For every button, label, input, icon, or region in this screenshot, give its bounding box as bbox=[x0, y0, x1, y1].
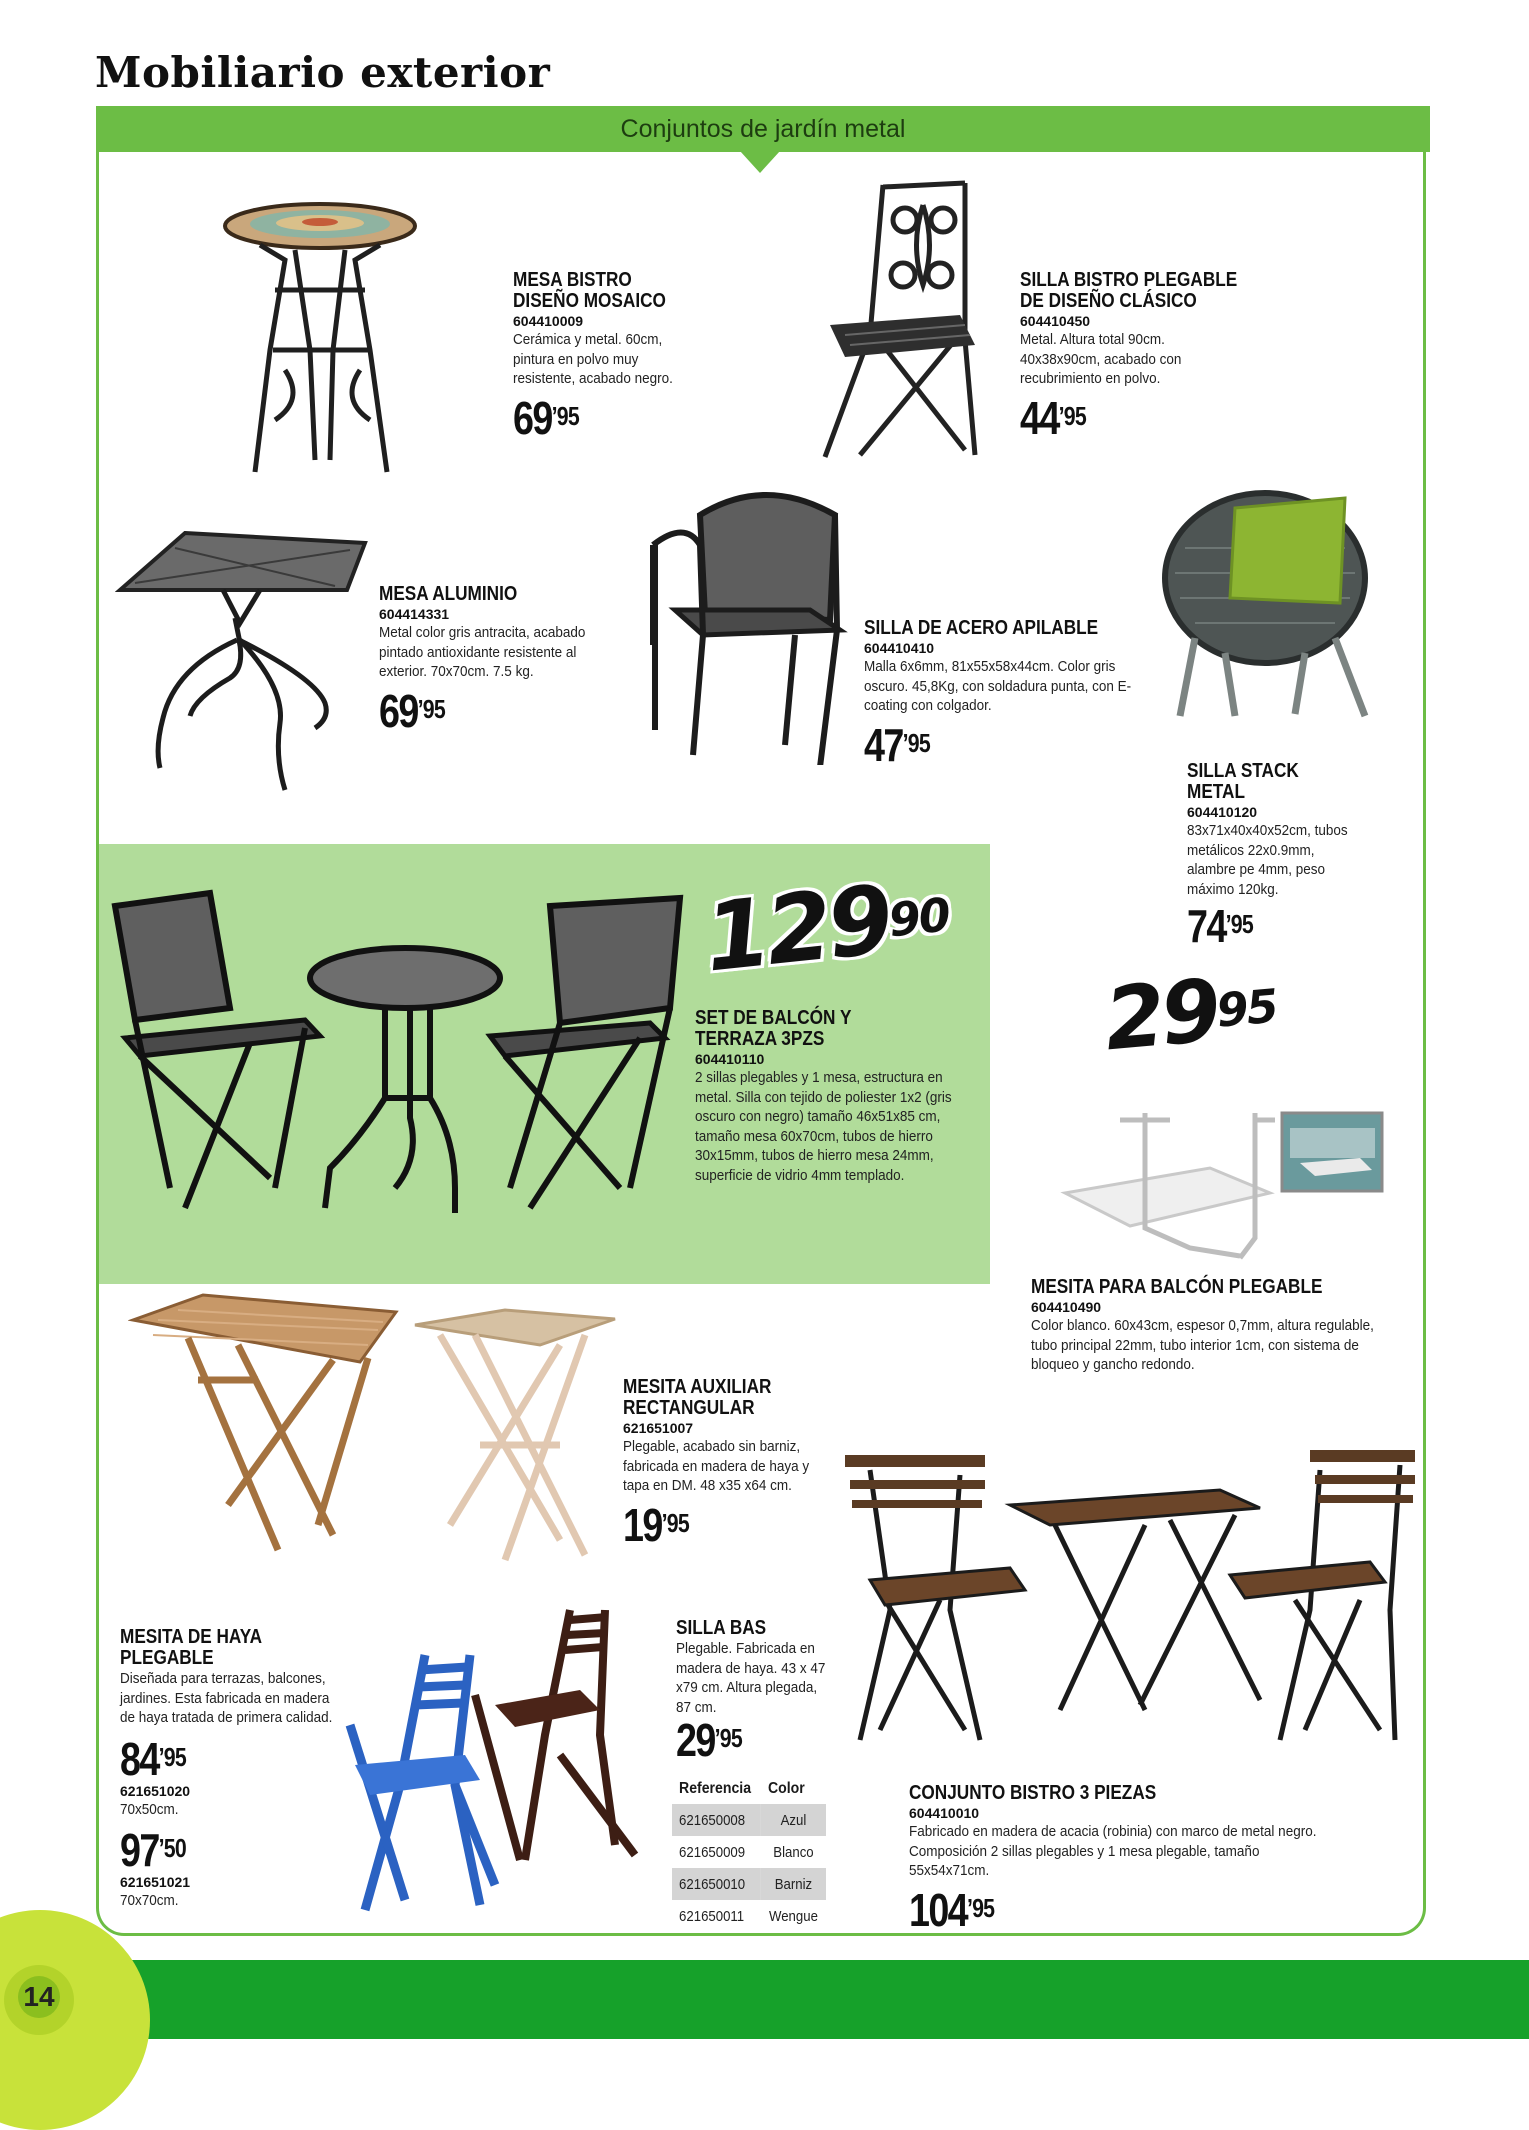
silla-bas-ref-table bbox=[672, 1774, 826, 1932]
product-name: SET DE BALCÓN Y TERRAZA 3PZS bbox=[695, 1007, 852, 1050]
product-price: $69^{’95}$ bbox=[513, 391, 579, 444]
product-code: 604410450 bbox=[1020, 313, 1091, 329]
product-size: 70x70cm. bbox=[120, 1892, 179, 1909]
product-description: 2 sillas plegables y 1 mesa, estructura en metal. Silla con tejido de poliester 1x2 (gris oscuro con negro) tamaño 46x51x85 cm, tamaño mesa 60x70cm, tubos de hierro 30x15mm, tubos de hierro mesa 24mm, superficie de vidrio 4mm templado. bbox=[695, 1069, 952, 1184]
product-name: MESITA DE HAYA PLEGABLE bbox=[120, 1626, 262, 1669]
product-description: Color blanco. 60x43cm, espesor 0,7mm, altura regulable, tubo principal 22mm, tubo interior 1cm, con sistema de bloqueo y gancho redondo. bbox=[1031, 1317, 1374, 1373]
product-code: 621651020 bbox=[120, 1782, 191, 1799]
featured-price: $29^{95}$ bbox=[1100, 960, 1279, 1071]
product-set-balcon bbox=[695, 1008, 985, 1185]
bistro-set-image bbox=[840, 1440, 1420, 1750]
table-row: 621650009 Blanco bbox=[679, 1843, 814, 1861]
product-conjunto-bistro bbox=[909, 1782, 1389, 1936]
product-code: 621651007 bbox=[623, 1420, 694, 1436]
classic-chair-image bbox=[815, 175, 990, 465]
product-description: Fabricado en madera de acacia (robinia) con marco de metal negro. Composición 2 sillas plegables y 1 mesa plegable, tamaño 55x54x71cm. bbox=[909, 1823, 1317, 1879]
table-row: 621650010 Barniz bbox=[672, 1868, 826, 1900]
product-price: $19^{’95}$ bbox=[623, 1498, 689, 1551]
product-name: CONJUNTO BISTRO 3 PIEZAS bbox=[909, 1782, 1157, 1804]
product-code: 604410410 bbox=[864, 640, 935, 656]
product-name: MESITA AUXILIAR RECTANGULAR bbox=[623, 1376, 772, 1419]
product-description: Malla 6x6mm, 81x55x58x44cm. Color gris oscuro. 45,8Kg, con soldadura punta, con E-coating con colgador. bbox=[864, 658, 1132, 714]
product-size: 70x50cm. bbox=[120, 1800, 179, 1818]
product-name: SILLA STACK METAL bbox=[1187, 760, 1299, 803]
product-mesita-balcon bbox=[1031, 1277, 1426, 1375]
aluminium-table-image bbox=[115, 528, 370, 796]
product-price: $97^{’50}$ bbox=[120, 1824, 186, 1876]
section-label: Conjuntos de jardín metal bbox=[620, 115, 906, 143]
product-silla-acero bbox=[864, 617, 1164, 771]
product-code: 604410490 bbox=[1031, 1299, 1102, 1315]
product-description: Plegable, acabado sin barniz, fabricada en madera de haya y tapa en DM. 48 x35 x64 cm. bbox=[623, 1438, 810, 1494]
product-description: Metal color gris antracita, acabado pintado antioxidante resistente al exterior. 70x70cm. 7.5 kg. bbox=[379, 624, 586, 680]
table-row: 621650011 Wengue bbox=[679, 1907, 818, 1925]
product-mesa-aluminio bbox=[379, 583, 619, 737]
product-description: Metal. Altura total 90cm. 40x38x90cm, acabado con recubrimiento en polvo. bbox=[1020, 331, 1182, 387]
featured-price: $129^{90}$ bbox=[699, 865, 952, 994]
product-mesita-auxiliar bbox=[623, 1376, 863, 1551]
product-price: $47^{’95}$ bbox=[864, 718, 930, 771]
product-name: MESITA PARA BALCÓN PLEGABLE bbox=[1031, 1276, 1323, 1298]
product-code: 604410120 bbox=[1187, 804, 1258, 820]
mosaic-table-image bbox=[215, 200, 425, 480]
product-mesita-haya bbox=[120, 1627, 360, 1911]
product-description: Cerámica y metal. 60cm, pintura en polvo muy resistente, acabado negro. bbox=[513, 331, 673, 387]
product-silla-bas bbox=[676, 1617, 846, 1766]
product-price: $104^{’95}$ bbox=[909, 1883, 995, 1936]
stackable-chair-image bbox=[645, 485, 850, 765]
product-price: $29^{’95}$ bbox=[676, 1714, 742, 1766]
product-code: 604414331 bbox=[379, 606, 450, 622]
product-description: Diseñada para terrazas, balcones, jardines. Esta fabricada en madera de haya tratada de primera calidad. bbox=[120, 1670, 333, 1726]
page-number: 14 bbox=[18, 1976, 60, 2018]
side-table-image bbox=[410, 1305, 620, 1563]
footer-bar bbox=[0, 1960, 1529, 2039]
product-code: 604410110 bbox=[695, 1051, 765, 1067]
product-code: 604410010 bbox=[909, 1805, 980, 1821]
product-name: SILLA DE ACERO APILABLE bbox=[864, 617, 1099, 639]
product-price: $74^{’95}$ bbox=[1187, 900, 1253, 952]
bas-chairs-image bbox=[345, 1605, 680, 1920]
product-silla-bistro bbox=[1020, 269, 1290, 444]
product-name: SILLA BAS bbox=[676, 1617, 767, 1639]
product-price: $84^{’95}$ bbox=[120, 1732, 186, 1785]
product-silla-stack bbox=[1187, 760, 1387, 952]
product-code: 621651021 bbox=[120, 1874, 191, 1890]
stack-metal-chair-image bbox=[1155, 488, 1395, 718]
product-description: Plegable. Fabricada en madera de haya. 43 x 47 x79 cm. Altura plegada, 87 cm. bbox=[676, 1640, 826, 1716]
product-price: $44^{’95}$ bbox=[1020, 391, 1086, 444]
balcony-set-image bbox=[110, 888, 685, 1228]
product-code: 604410009 bbox=[513, 313, 584, 329]
page-title: Mobiliario exterior bbox=[95, 48, 551, 97]
table-row: 621650008 Azul bbox=[672, 1804, 826, 1836]
product-description: 83x71x40x40x52cm, tubos metálicos 22x0.9mm, alambre pe 4mm, peso máximo 120kg. bbox=[1187, 822, 1348, 898]
product-name: MESA ALUMINIO bbox=[379, 583, 518, 605]
table-header: Referencia bbox=[679, 1780, 752, 1797]
product-mesa-bistro bbox=[513, 269, 713, 444]
balcony-table-image bbox=[1060, 1108, 1385, 1268]
product-name: MESA BISTRO DISEÑO MOSAICO bbox=[513, 269, 666, 312]
product-price: $69^{’95}$ bbox=[379, 684, 445, 737]
table-header: Color bbox=[767, 1780, 805, 1797]
beech-table-image bbox=[128, 1290, 403, 1555]
product-name: SILLA BISTRO PLEGABLE DE DISEÑO CLÁSICO bbox=[1020, 269, 1238, 312]
section-notch bbox=[740, 151, 780, 173]
